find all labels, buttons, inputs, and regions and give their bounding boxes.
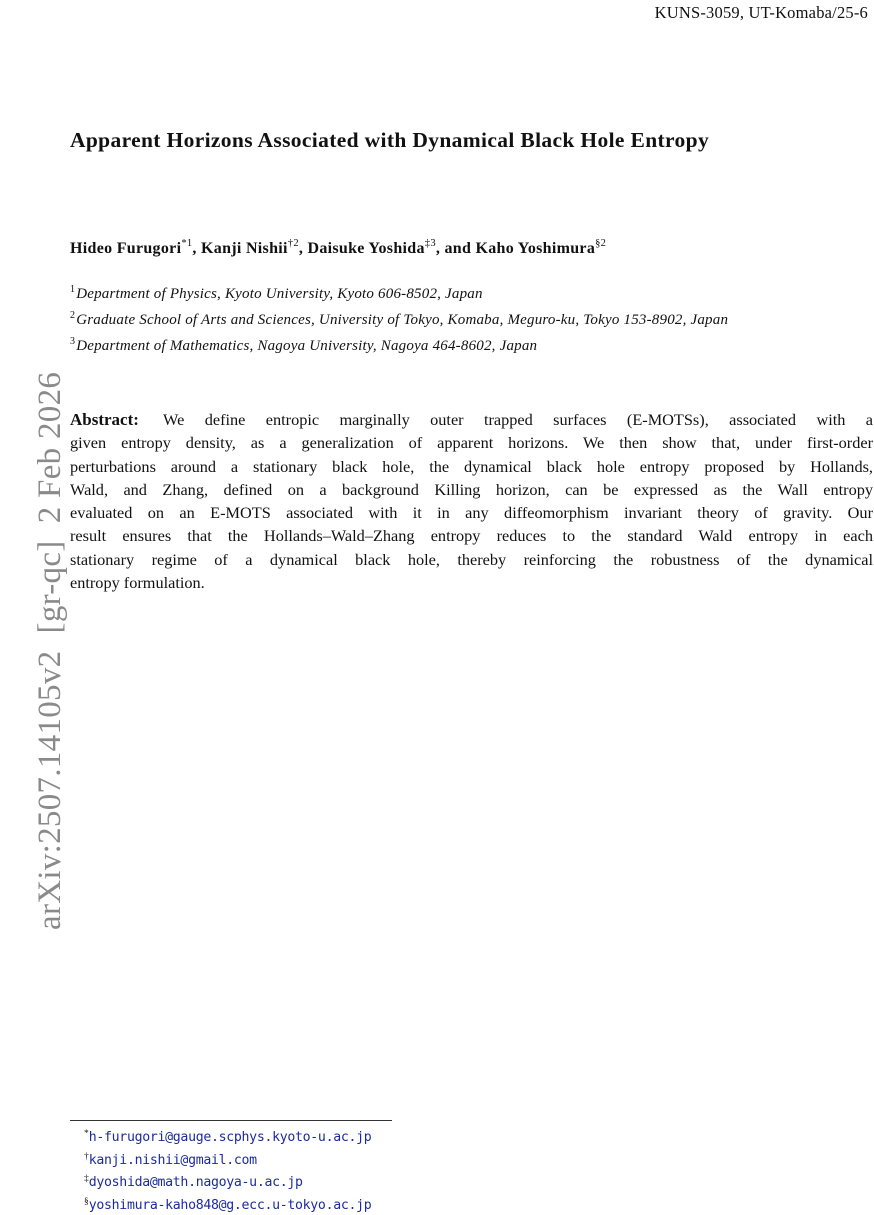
- footnote: [84, 1170, 371, 1193]
- footnote: [84, 1193, 371, 1215]
- footnote: [84, 1125, 371, 1148]
- footnote-list: [84, 1125, 371, 1215]
- affiliation-mark: 1: [70, 284, 75, 295]
- abstract-line: perturbations around a stationary black hole, the dynamical black hole entropy proposed by Hollands,: [70, 455, 873, 478]
- affiliation-mark: 2: [70, 310, 75, 321]
- abstract-line: evaluated on an E-MOTS associated with it in any diffeomorphism invariant theory of gravity. Our: [70, 501, 873, 524]
- affiliation-text: Department of Mathematics, Nagoya University, Nagoya 464-8602, Japan: [76, 338, 537, 354]
- author-separator: ,: [299, 240, 308, 257]
- paper-title: Apparent Horizons Associated with Dynamical Black Hole Entropy: [70, 128, 870, 153]
- abstract-line: entropy formulation.: [70, 571, 873, 594]
- affiliation-text: Graduate School of Arts and Sciences, University of Tokyo, Komaba, Meguro-ku, Tokyo 153-8902, Japan: [76, 312, 728, 328]
- abstract-label: Abstract:: [70, 410, 139, 429]
- affiliation: [70, 279, 728, 305]
- author-name: Kanji Nishii: [201, 240, 288, 257]
- abstract-line: stationary regime of a dynamical black hole, thereby reinforcing the robustness of the dynamical: [70, 548, 873, 571]
- footnote-mark: †: [84, 1152, 89, 1162]
- abstract-line: Wald, and Zhang, defined on a background Killing horizon, can be expressed as the Wall entropy: [70, 478, 873, 501]
- email-link[interactable]: h-furugori@gauge.scphys.kyoto-u.ac.jp: [89, 1130, 372, 1145]
- affiliation-text: Department of Physics, Kyoto University, Kyoto 606-8502, Japan: [76, 286, 483, 302]
- footnote-rule: [70, 1120, 392, 1121]
- affiliation: [70, 305, 728, 331]
- footnote-mark: ‡: [84, 1174, 89, 1184]
- abstract-text: We define entropic marginally outer trapped surfaces (E-MOTSs), associated with a: [163, 410, 873, 429]
- footnote-mark: §: [84, 1197, 89, 1207]
- email-link[interactable]: dyoshida@math.nagoya-u.ac.jp: [89, 1175, 303, 1190]
- author-name: Hideo Furugori: [70, 240, 181, 257]
- abstract-line: result ensures that the Hollands–Wald–Zhang entropy reduces to the standard Wald entropy in each: [70, 524, 873, 547]
- abstract-line: [70, 408, 873, 431]
- affiliation-mark: 3: [70, 336, 75, 347]
- author-mark: §2: [595, 238, 606, 249]
- author-name: Daisuke Yoshida: [307, 240, 424, 257]
- footnote: [84, 1148, 371, 1171]
- affiliation-list: [70, 279, 728, 357]
- author-mark: ‡3: [425, 238, 436, 249]
- author-list: [70, 238, 606, 258]
- report-number: KUNS-3059, UT-Komaba/25-6: [655, 3, 868, 23]
- affiliation: [70, 331, 728, 357]
- footnote-mark: *: [84, 1129, 89, 1139]
- abstract: [70, 408, 873, 594]
- author-mark: †2: [288, 238, 299, 249]
- email-link[interactable]: yoshimura-kaho848@g.ecc.u-tokyo.ac.jp: [89, 1198, 372, 1213]
- email-link[interactable]: kanji.nishii@gmail.com: [89, 1153, 257, 1168]
- author-separator: , and: [436, 240, 476, 257]
- arxiv-side-stamp: arXiv:2507.14105v2 [gr-qc] 2 Feb 2026: [32, 372, 69, 930]
- author-separator: ,: [192, 240, 201, 257]
- author-mark: *1: [181, 238, 192, 249]
- author-name: Kaho Yoshimura: [475, 240, 595, 257]
- abstract-line: given entropy density, as a generalization of apparent horizons. We then show that, under first-order: [70, 431, 873, 454]
